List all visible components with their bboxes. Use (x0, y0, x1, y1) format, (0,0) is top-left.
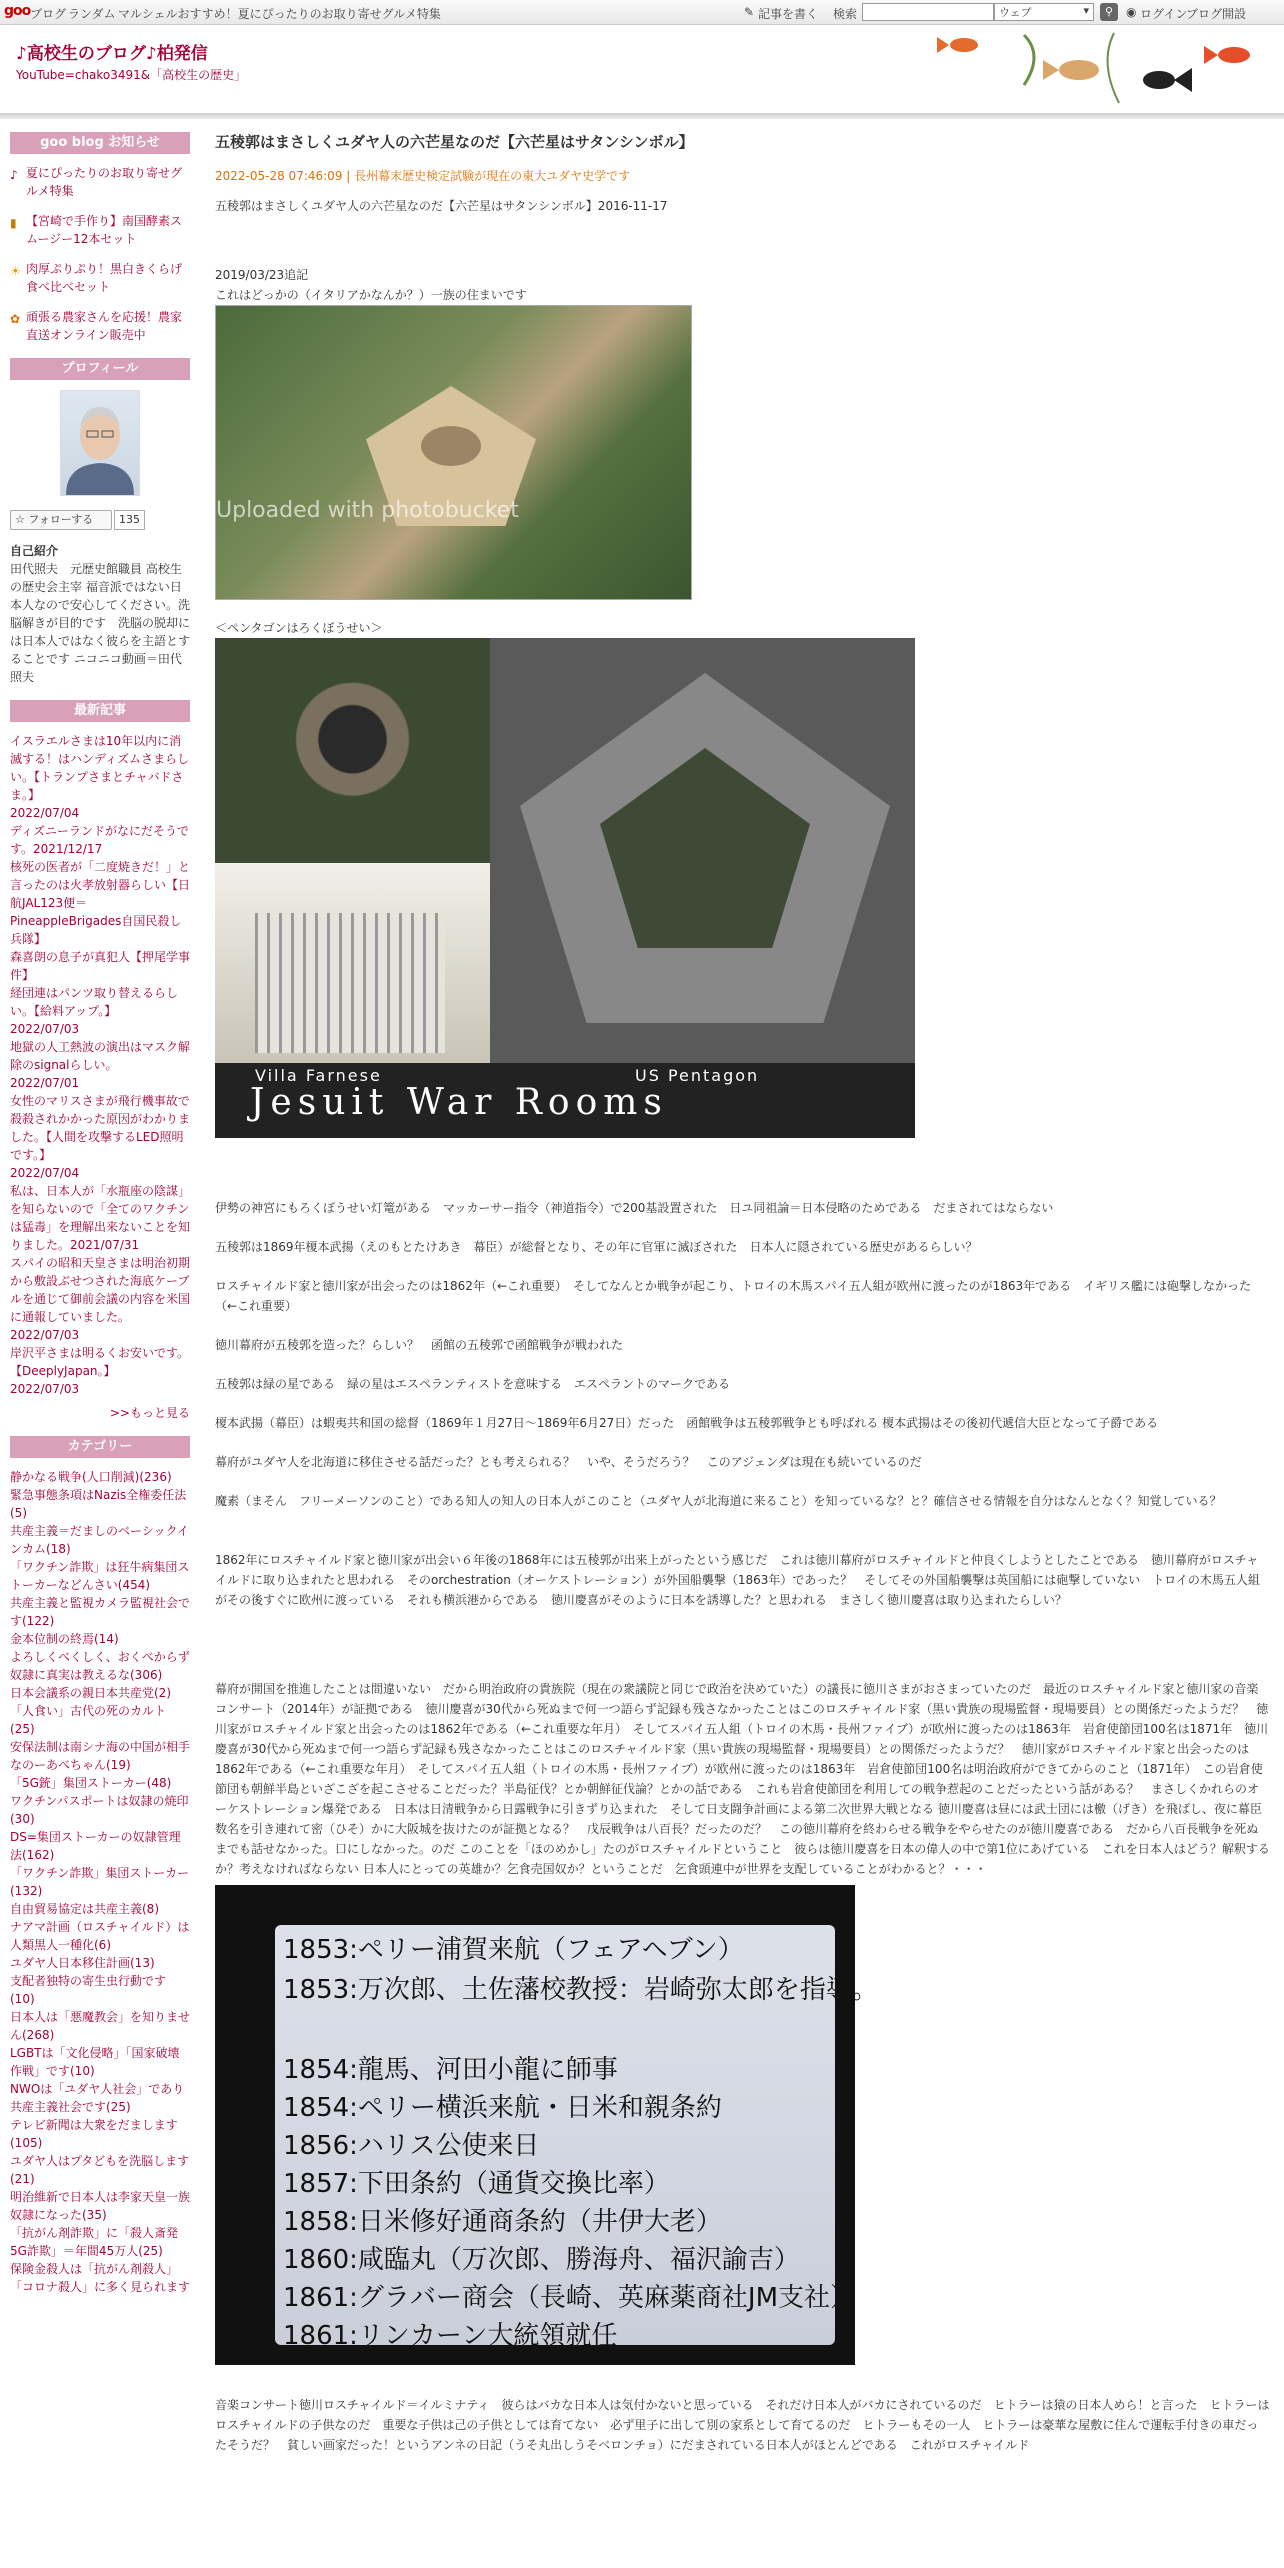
category-item (10, 1828, 190, 1864)
timeline-row: 1854:ペリー横浜来航・日米和親条約 (283, 2093, 722, 2123)
notice-link[interactable]: 肉厚ぷりぷり！黒白きくらげ食べ比べセット (26, 262, 183, 294)
list-item (10, 1038, 190, 1092)
category-link[interactable]: 日本人は「悪魔教会」を知りません(268) (10, 2010, 191, 2042)
recent-list (10, 732, 190, 1398)
write-article-link[interactable]: 記事を書く (758, 7, 819, 21)
profile-photo (60, 390, 140, 496)
recent-date: 2022/07/03 (10, 1382, 80, 1396)
category-item (10, 1648, 190, 1684)
paragraph: 徳川幕府が五稜郭を造った？らしい？ 函館の五稜郭で函館戦争が戦われた (215, 1338, 624, 1352)
recent-link[interactable]: ディズニーランドがなにだそうです。2021/12/17 (10, 824, 190, 856)
banner-label: Jesuit War Rooms (250, 1082, 668, 1123)
post-meta: 2022-05-28 07:46:09 | 長州幕末歴史検定試験が現在の東大ユダヤ史学です (215, 169, 631, 183)
search-icon: ⚲ (1104, 5, 1114, 18)
recent-link[interactable]: スパイの昭和天皇さまは明治初期から敷設ぶせつされた海底ケーブルを通じて御前会議の内容を米国に通報していました。 (10, 1256, 191, 1324)
category-link[interactable]: 「人食い」古代の死のカルト(25) (10, 1704, 167, 1736)
category-item (10, 2044, 190, 2080)
top-toolbar (0, 0, 1284, 25)
recent-link[interactable]: 地獄の人工熱波の演出はマスク解除のsignalらしい。 (10, 1040, 191, 1072)
list-item (10, 1182, 190, 1254)
villa-aerial-photo[interactable] (215, 305, 692, 600)
sun-icon: ☀ (10, 264, 21, 278)
villa-top-view (215, 638, 490, 863)
article (215, 132, 1270, 2455)
timeline-row: 1860:咸臨丸（万次郎、勝海舟、福沢諭吉） (283, 2245, 800, 2275)
recent-date: 2022/07/01 (10, 1076, 80, 1090)
recent-date: 2022/07/04 (10, 1166, 80, 1180)
recent-link[interactable]: 森喜朗の息子が真犯人【押尾学事件】 (10, 950, 191, 982)
category-item (10, 1864, 190, 1900)
category-heading: カテゴリー (10, 1436, 190, 1458)
notice-item (10, 308, 190, 344)
jar-icon: ▮ (10, 216, 17, 230)
photo-watermark: Uploaded with photobucket (216, 498, 519, 523)
timeline-row: 1861:グラバー商会（長崎、英麻薬商社JM支社） (283, 2283, 857, 2313)
category-link[interactable]: 共産主義と監視カメラ監視社会です(122) (10, 1596, 191, 1628)
list-item (10, 1254, 190, 1344)
pentagon-aerial (490, 638, 915, 1063)
category-item (10, 2116, 190, 2152)
category-link[interactable]: 「抗がん剤詐欺」に「殺人斎発5G詐欺」＝年間45万人(25) (10, 2226, 179, 2258)
user-icon: ◉ (1126, 5, 1137, 19)
toolbar-link-feature[interactable]: マルシェルおすすめ！夏にぴったりのお取り寄せグルメ特集 (118, 7, 441, 21)
avatar (61, 391, 139, 495)
search-label: 検索 (833, 7, 858, 21)
notice-link[interactable]: 頑張る農家さんを応援！農家直送オンライン販売中 (26, 310, 183, 342)
category-link[interactable]: 支配者独特の寄生虫行動です(10) (10, 1974, 167, 2006)
category-link[interactable]: 安保法制は南シナ海の中国が相手なのーあべちゃん(19) (10, 1740, 191, 1772)
notice-item (10, 212, 190, 248)
category-item (10, 2260, 190, 2296)
category-item (10, 1774, 190, 1792)
paragraph: 伊勢の神宮にもろくぼうせい灯篭がある マッカーサー指令（神道指令）で200基設置された 日ユ同祖論＝日本侵略のためである だまされてはならない (215, 1201, 1054, 1215)
post-subtitle: 五稜郭はまさしくユダヤ人の六芒星なのだ【六芒星はサタンシンボル】2016-11-17 (215, 199, 668, 213)
jesuit-war-rooms-image[interactable] (215, 638, 915, 1138)
intro-heading: 自己紹介 (10, 544, 59, 558)
recent-date: 2022/07/03 (10, 1022, 80, 1036)
timeline-row: 1853:万次郎、土佐藩校教授：岩崎弥太郎を指導。 (283, 1975, 878, 2005)
goldfish-decoration (904, 25, 1284, 115)
category-link[interactable]: 緊急事態条項はNazis全権委任法(5) (10, 1488, 187, 1520)
category-link[interactable]: LGBTは「文化侵略」「国家破壊作戦」です(10) (10, 2046, 180, 2078)
pencil-icon: ✎ (744, 5, 755, 19)
post-date-link[interactable]: 2022-05-28 07:46:09 (215, 169, 343, 183)
recent-link[interactable]: 経団連はパンツ取り替えるらしい。【給料アップ。】 (10, 986, 179, 1018)
timeline-row: 1858:日米修好通商条約（井伊大老） (283, 2207, 722, 2237)
intro-text: 田代照夫 元歴史館職員 高校生の歴史会主宰 福音派ではない日本人なので安心してください。洗脳解きが目的です 洗脳の脱却には日本人ではなく彼らを主語とすることです ニコニコ動画＝田代照夫 (10, 562, 191, 684)
category-link[interactable]: よろしくべくしく、おくべからず奴隷に真実は教えるな(306) (10, 1650, 190, 1682)
category-item (10, 2188, 190, 2224)
follow-label: フォローする (28, 513, 94, 526)
sidebar (10, 132, 190, 2296)
timeline-row: 1854:龍馬、河田小龍に師事 (283, 2055, 618, 2085)
music-note-icon: ♪ (10, 168, 18, 182)
paragraph: 五稜郭は緑の星である 緑の星はエスペランティストを意味する エスペラントのマークである (215, 1377, 731, 1391)
recent-link[interactable]: イスラエルさまは10年以内に消滅する！はハンディズムさまらしい。【トランプさまとチャバドさま。】 (10, 734, 190, 802)
post-title: 五稜郭はまさしくユダヤ人の六芒星なのだ【六芒星はサタンシンボル】 (215, 133, 694, 151)
category-link[interactable]: 自由貿易協定は共産主義(8) (10, 1902, 159, 1916)
category-link[interactable]: 静かなる戦争(人口削減)(236) (10, 1470, 172, 1484)
toolbar-link-blog[interactable]: ブログ (30, 7, 67, 21)
header-rule (0, 113, 1284, 119)
search-button[interactable] (1100, 3, 1118, 21)
category-link[interactable]: DS=集団ストーカーの奴隷管理法(162) (10, 1830, 181, 1862)
list-item (10, 822, 190, 858)
blog-start-link[interactable]: ブログ開設 (1186, 7, 1247, 21)
notice-item (10, 164, 190, 200)
paragraph: 1862年にロスチャイルド家と徳川家が出会い６年後の1868年には五稜郭が出来上がったという感じだ これは徳川幕府がロスチャイルドと仲良くしようとしたことである 徳川幕府がロスチャイルドに取り込まれたと思われる そのorchestration（オーケストレーション）が外国船襲撃（1863年）であった？ そしてその外国船襲撃は英国船には砲撃していない トロイの木馬五人組がその後すぐに欧州に渡っている それも横浜港からである 徳川慶喜がそのように日本を誘導した？と思われる まさしく徳川慶喜は取り込まれたらしい？ (215, 1553, 1260, 1607)
paragraph: 音楽コンサート徳川ロスチャイルド＝イルミナティ 彼らはバカな日本人は気付かないと思っている それだけ日本人がバカにされているのだ ヒトラーは猿の日本人めら！と言った ヒトラーはロスチャイルドの子供なのだ 重要な子供は己の子供としては育てない 必ず里子に出して別の家系として育てるのだ ヒトラーもその一人 ヒトラーは豪華な屋敷に住んで運転手付きの車だったそうだ？ 貧しい画家だった！というアンネの日記（うそ丸出しうそベロンチョ）にだまされている日本人がほとんどである これがロスチャイルド (215, 2398, 1270, 2452)
follower-count: 135 (114, 510, 145, 530)
chevron-down-icon: ▾ (1083, 4, 1089, 17)
paragraph: 榎本武揚（幕臣）は蝦夷共和国の総督（1869年１月27日〜1869年6月27日）だった 函館戦争は五稜郭戦争とも呼ばれる 榎本武揚はその後初代遞信大臣となって子爵である (215, 1416, 1159, 1430)
category-list (10, 1468, 190, 2296)
category-link[interactable]: 「ワクチン詐欺」は狂牛病集団ストーカーなどんさい(454) (10, 1560, 190, 1592)
timeline-row: 1857:下田条約（通貨交換比率） (283, 2169, 670, 2199)
category-item (10, 2008, 190, 2044)
pentagon-caption: ＜ペンタゴンはろくぼうせい＞ (215, 621, 383, 635)
list-item (10, 984, 190, 1038)
category-item (10, 1594, 190, 1630)
addendum-date: 2019/03/23追記 (215, 268, 309, 282)
search-input[interactable] (862, 3, 994, 21)
recent-link[interactable]: 女性のマリスさまが飛行機事故で殺殺されかかった原因がわかりました。【人間を攻撃するLED照明です。】 (10, 1094, 191, 1162)
category-item (10, 2080, 190, 2116)
more-link[interactable]: >>もっと見る (109, 1406, 190, 1420)
list-item (10, 732, 190, 822)
category-item (10, 2152, 190, 2188)
category-item (10, 1918, 190, 1954)
goo-logo[interactable]: goo (4, 3, 31, 19)
post-category-link[interactable]: 長州幕末歴史検定試験が現在の東大ユダヤ史学です (354, 169, 631, 183)
timeline-row: 1853:ペリー浦賀来航（フェアヘブン） (283, 1935, 744, 1965)
category-link[interactable]: 「ワクチン詐欺」集団ストーカー(132) (10, 1866, 190, 1898)
paragraph: 魔素（まそん フリーメーソンのこと）である知人の知人の日本人がこのこと（ユダヤ人が北海道に来ること）を知っているな？と？確信させる情報を自分はなんとなく？知覚している？ (215, 1494, 1222, 1508)
category-link[interactable]: テレビ新聞は大衆をだまします(105) (10, 2118, 178, 2150)
paragraph: 幕府がユダヤ人を北海道に移住させる話だった？とも考えられる？ いや、そうだろう？ このアジェンダは現在も続いているのだ (215, 1455, 922, 1469)
category-item (10, 1702, 190, 1738)
recent-link[interactable]: 私は、日本人が「水瓶座の陰謀」を知らないので「全てのワクチンは猛毒」を理解出来ないことを知りました。2021/07/31 (10, 1184, 191, 1252)
blog-header (0, 25, 1284, 115)
category-item (10, 1522, 190, 1558)
category-link[interactable]: ワクチンパスポートは奴隷の焼印(30) (10, 1794, 189, 1826)
list-item (10, 1344, 190, 1398)
category-link[interactable]: 「5G銃」集団ストーカー(48) (10, 1776, 172, 1790)
villa-drawing (215, 863, 490, 1063)
search-scope-select[interactable] (994, 3, 1094, 21)
flower-icon: ✿ (10, 312, 21, 326)
timeline-photo[interactable] (215, 1885, 878, 2365)
category-item (10, 1792, 190, 1828)
category-link[interactable]: 明治維新で日本人は李家天皇一族奴隷になった(35) (10, 2190, 191, 2222)
search-scope-value: ウェブ (999, 6, 1032, 19)
list-item (10, 1092, 190, 1182)
category-item (10, 1972, 190, 2008)
category-link[interactable]: NWOは「ユダヤ人社会」であり共産主義社会です(25) (10, 2082, 185, 2114)
recent-link[interactable]: 核死の医者が「二度焼きだ！」と言ったのは火孝放射器らしい【日航JAL123便＝PineappleBrigades自国民殺し兵隊】 (10, 860, 191, 946)
category-link[interactable]: ユダヤ人はプタどもを洗脳します(21) (10, 2154, 190, 2186)
recent-link[interactable]: 岸沢平さまは明るくお安いです。【DeeplyJapan。】 (10, 1346, 190, 1378)
category-item (10, 1468, 190, 1486)
blog-description: YouTube=chako3491&「高校生の歴史」 (16, 68, 247, 82)
notice-link[interactable]: 夏にぴったりのお取り寄せグルメ特集 (26, 166, 183, 198)
addendum-text: これはどっかの（イタリアかなんか？）一族の住まいです (215, 288, 527, 302)
category-link[interactable]: 保険金殺人は「抗がん剤殺人」「コロナ殺人」に多く見られます (10, 2262, 191, 2294)
category-item (10, 1486, 190, 1522)
follow-button[interactable] (10, 510, 112, 530)
timeline-row: 1856:ハリス公使来日 (283, 2131, 540, 2161)
profile-heading: プロフィール (10, 358, 190, 380)
notice-heading: goo blog お知らせ (10, 132, 190, 154)
toolbar-link-random[interactable]: ランダム (68, 7, 116, 21)
category-link[interactable]: 共産主義＝だましのベーシックインカム(18) (10, 1524, 189, 1556)
category-item (10, 1900, 190, 1918)
notice-item (10, 260, 190, 296)
category-item (10, 1738, 190, 1774)
paragraph: 五稜郭は1869年榎本武揚（えのもとたけあき 幕臣）が総督となり、その年に官軍に滅ぼされた 日本人に隠されている歴史があるらしい？ (215, 1240, 978, 1254)
notice-link[interactable]: 【宮崎で手作り】南国酵素スムージー12本セット (26, 214, 183, 246)
category-link[interactable]: ナアマ計画（ロスチャイルド）は人類黒人一種化(6) (10, 1920, 190, 1952)
pentagon-label: US Pentagon (635, 1066, 760, 1085)
star-icon: ☆ (15, 513, 25, 526)
paragraph: 幕府が開国を推進したことは間違いない だから明治政府の貴族院（現在の衆議院と同じで政治を決めていた）の議長に徳川さまがおさまっていたのだ 最近のロスチャイルド家と徳川家の音楽コンサート（2014年）が証拠である 徳川慶喜が30代から死ぬまで何一つ語らず記録も残さなかったことはこのロスチャイルド家（黒い貴族の現場監督・現場要員）との関係だったようだ？ 徳川家がロスチャイルド家と出会ったのは1862年である（←これ重要な年月） そしてスパイ五人組（トロイの木馬・長州ファイブ）が欧州に渡ったのは1863年 岩倉使節団100名は1871年 徳川慶喜が30代から死ぬまで何一つ語らず記録も残さなかったことはこのロスチャイルド家（黒い貴族の現場監督・現場要員）との関係だったようだ？ 徳川家がロスチャイルド家と出会ったのは1862年である（←これ重要な年月） そしてスパイ五人組（トロイの木馬・長州ファイブ）が欧州に渡ったのは1863年 岩倉使節団100名は明治政府ができてからのこと（1871年） この岩倉使節団も朝鮮半島といざこざを起こさせることだった？半島征伐？とか朝鮮征伐論？とかの話である これも岩倉使節団を利用しての戦争惹起のことだったという話がある？ まさしくかれらのオーケストレーション爆発である 日本は日清戦争から日露戦争に引きずり込まれた そして日支闘争計画による第二次世界大戦となる 徳川慶喜は昼には武士団には檄（げき）を飛ばし、夜に幕臣数名を引き連れて密（ひそ）かに大阪城を抜けたのが証拠となる？ 戊辰戦争は八百長？だったのだ？ この徳川幕府を終わらせる戦争をやらせたのが徳川慶喜である だから八百長戦争を死ぬまでも話せなかった。口にしなかった。のだ このことを「ほのめかし」たのがロスチャイルドということ 彼らは徳川慶喜を日本の偉人の中で第1位にあげている これを日本人はどう？解釈するか？考えなければならない 日本人にとっての英雄か？乞食売国奴か？ということだ 乞食頭連中が世界を支配していることがわかると？・・・ (215, 1682, 1270, 1876)
recent-date: 2022/07/04 (10, 806, 80, 820)
category-item (10, 1954, 190, 1972)
category-link[interactable]: ユダヤ人日本移住計画(13) (10, 1956, 155, 1970)
recent-heading: 最新記事 (10, 700, 190, 722)
category-item (10, 1630, 190, 1648)
villa-label: Villa Farnese (255, 1066, 382, 1085)
villa-courtyard (421, 426, 481, 466)
list-item (10, 858, 190, 948)
blog-title[interactable]: ♪高校生のブログ♪柏発信 (16, 44, 208, 64)
list-item (10, 948, 190, 984)
category-link[interactable]: 金本位制の終焉(14) (10, 1632, 119, 1646)
recent-date: 2022/07/03 (10, 1328, 80, 1342)
villa-facade (255, 913, 445, 1053)
paragraph: ロスチャイルド家と徳川家が出会ったのは1862年（←これ重要） そしてなんとか戦争が起こり、トロイの木馬スパイ五人組が欧州に渡ったのが1863年である イギリス艦には砲撃しなかった（←これ重要） (215, 1279, 1251, 1313)
category-link[interactable]: 日本会議系の親日本共産党(2) (10, 1686, 171, 1700)
login-link[interactable]: ログイン (1140, 7, 1188, 21)
category-item (10, 1558, 190, 1594)
category-item (10, 1684, 190, 1702)
category-item (10, 2224, 190, 2260)
timeline-row: 1861:リンカーン大統領就任 (283, 2321, 618, 2351)
